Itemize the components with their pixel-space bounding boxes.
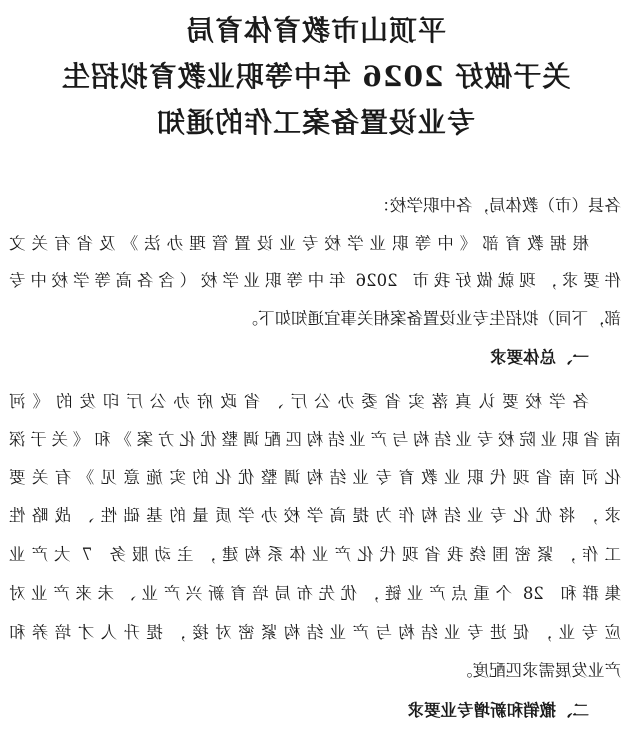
section-1-line-5: 工作，紧密围绕我省现代化产业体系构建，主动服务 7 大产业 xyxy=(9,545,621,564)
document-title-line-3: 专业设置备案工作的通知 xyxy=(156,106,476,139)
document-title-line-2: 关于做好 2026 年中等职业教育拟招生 xyxy=(60,60,571,93)
section-2-heading: 二、撤销和新增专业要求 xyxy=(407,701,589,720)
section-1-line-2: 南省职业院校专业结构与产业结构匹配调整优化方案》和《关于深 xyxy=(9,430,621,449)
section-1-line-6: 集群和 28 个重点产业链，优先布局培育新兴产业、未来产业对 xyxy=(9,584,621,603)
section-1-line-3: 化河南省现代职业教育专业结构调整优化的实施意见》有关要 xyxy=(9,468,621,487)
section-1-line-8: 产业发展需求匹配度。 xyxy=(456,661,621,680)
salutation: 各县（市）教体局，各中职学校： xyxy=(373,196,621,215)
section-1-line-7: 应专业，促进专业结构与产业结构紧密对接，提升人才培养和 xyxy=(9,623,621,642)
section-1-heading: 一、总体要求 xyxy=(490,348,589,367)
intro-line-1: 根据教育部《中等职业学校专业设置管理办法》及省有关文 xyxy=(9,234,589,253)
section-1-line-1: 各学校要认真落实省委办公厅、省政府办公厅印发的《河 xyxy=(9,392,589,411)
intro-line-3: 部，下同）拟招生专业设置备案相关事宜通知如下。 xyxy=(241,309,621,328)
intro-line-2: 件要求，现就做好我市 2026 年中等职业学校（含各高等学校中专 xyxy=(9,271,621,290)
document-title-line-1: 平顶山市教育体育局 xyxy=(185,14,447,47)
section-1-line-4: 求，将优化专业结构作为提高学校办学质量的基础性、战略性 xyxy=(9,506,621,525)
